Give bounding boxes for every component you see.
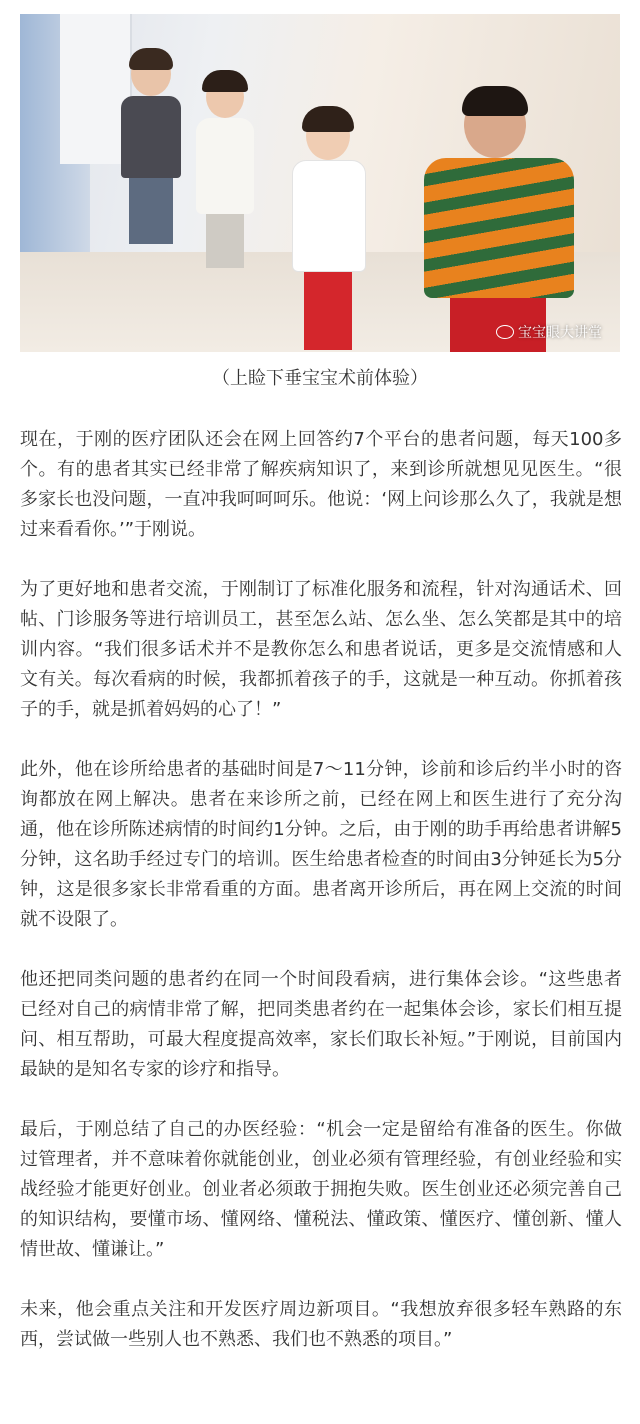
- paragraph: 此外，他在诊所给患者的基础时间是7～11分钟，诊前和诊后约半小时的咨询都放在网上解决。患者在来诊所之前，已经在网上和医生进行了充分沟通，他在诊所陈述病情的时间约1分钟。之后，由于刚的助手再给患者讲解5分钟，这名助手经过专门的培训。医生给患者检查的时间由3分钟延长为5分钟，这是很多家长非常看重的方面。患者离开诊所后，再在网上交流的时间就不设限了。: [20, 759, 622, 930]
- watermark-text: 宝宝眼大讲堂: [518, 325, 602, 341]
- paragraph: 为了更好地和患者交流，于刚制订了标准化服务和流程，针对沟通话术、回帖、门诊服务等进行培训员工，甚至怎么站、怎么坐、怎么笑都是其中的培训内容。“我们很多话术并不是教你怎么和患者说话，更多是交流情感和人文有关。每次看病的时候，我都抓着孩子的手，这就是一种互动。你抓着孩子的手，就是抓着妈妈的心了！”: [20, 579, 622, 720]
- photo-caption: （上睑下垂宝宝术前体验）: [212, 368, 428, 389]
- article-photo: [20, 14, 620, 352]
- photo-child-3: [282, 112, 372, 352]
- paragraph: 最后，于刚总结了自己的办医经验：“机会一定是留给有准备的医生。你做过管理者，并不意味着你就能创业，创业必须有管理经验，有创业经验和实战经验才能更好创业。创业者必须敢于拥抱失败。医生创业还必须完善自己的知识结构，要懂市场、懂网络、懂税法、懂政策、懂医疗、懂创新、懂人情世故、懂谦让。”: [20, 1119, 622, 1260]
- paragraph: 现在，于刚的医疗团队还会在网上回答约7个平台的患者问题，每天100多个。有的患者其实已经非常了解疾病知识了，来到诊所就想见见医生。“很多家长也没问题，一直冲我呵呵呵乐。他说：‘网上问诊那么久了，我就是想过来看看你。’”于刚说。: [20, 429, 622, 540]
- photo-child-1: [115, 52, 187, 252]
- paragraph: 未来，他会重点关注和开发医疗周边新项目。“我想放弃很多轻车熟路的东西，尝试做一些别人也不熟悉、我们也不熟悉的项目。”: [20, 1299, 622, 1350]
- paragraph: 他还把同类问题的患者约在同一个时间段看病，进行集体会诊。“这些患者已经对自己的病情非常了解，把同类患者约在一起集体会诊，家长们相互提问、相互帮助，可最大程度提高效率，家长们取长补短。”于刚说，目前国内最缺的是知名专家的诊疗和指导。: [20, 969, 622, 1080]
- photo-child-4: [410, 92, 590, 352]
- article-body: [20, 425, 622, 1385]
- photo-watermark: [496, 322, 602, 342]
- wechat-icon: [496, 325, 514, 339]
- photo-child-2: [190, 76, 260, 276]
